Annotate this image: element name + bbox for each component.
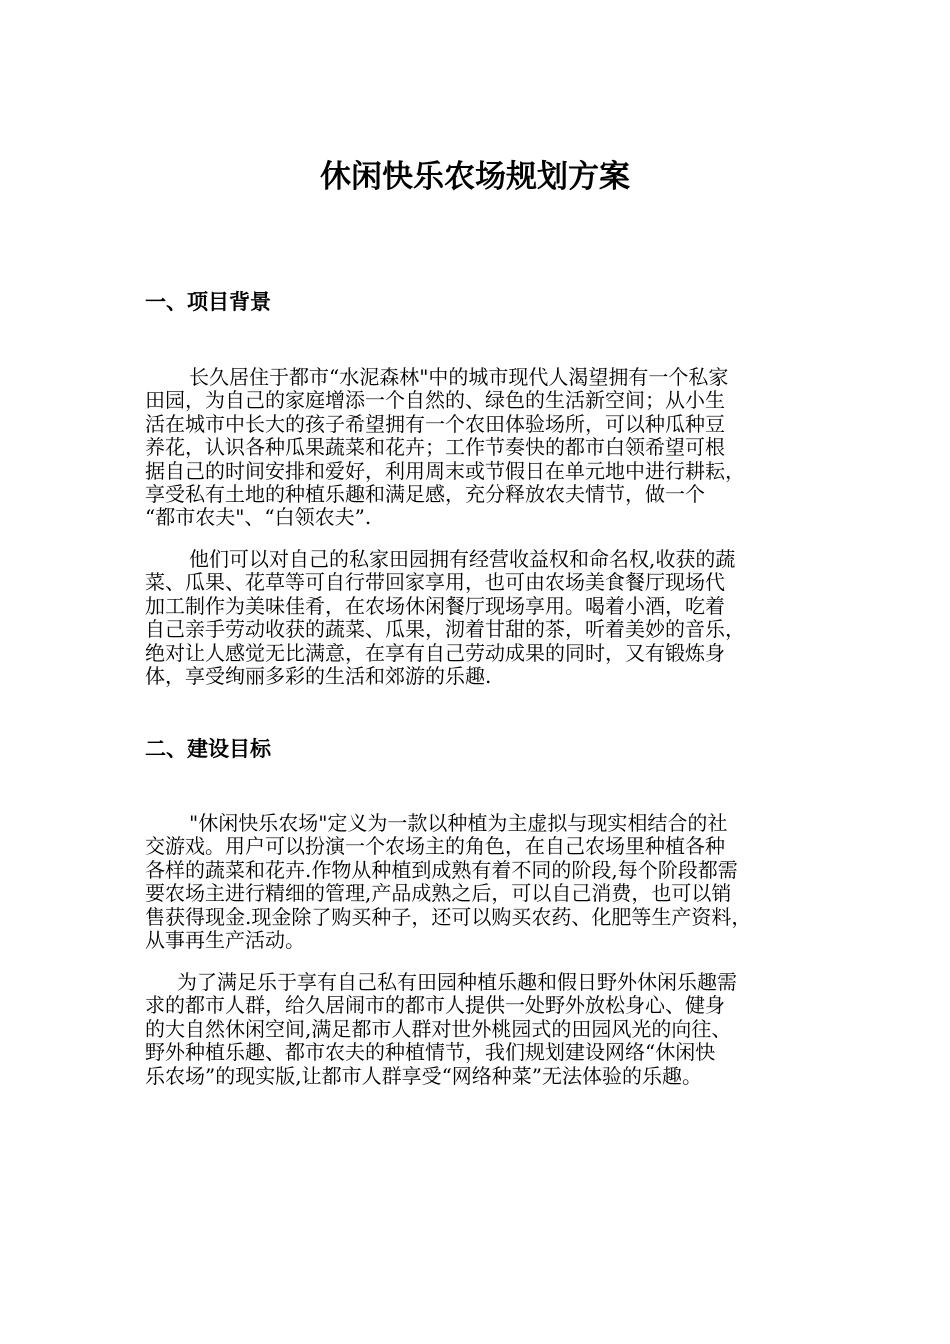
text-line: 售获得现金.现金除了购买种子，还可以购买农药、化肥等生产资料， [145, 905, 752, 929]
text-line: 活在城市中长大的孩子希望拥有一个农田体验场所，可以种瓜种豆 [145, 412, 725, 436]
paragraph-goals-1 [145, 812, 817, 952]
document-title: 休闲快乐农场规划方案 [320, 159, 630, 195]
text-line: 长久居住于都市“水泥森林"中的城市现代人渴望拥有一个私家 [189, 366, 729, 389]
text-line: 求的都市人群，给久居闹市的都市人提供一处野外放松身心、健身 [145, 994, 725, 1018]
paragraph-background-2 [145, 548, 817, 688]
text-line: 的大自然休闲空间,满足都市人群对世外桃园式的田园风光的向往、 [145, 1017, 732, 1041]
section-heading-background: 一、项目背景 [145, 290, 271, 314]
text-line: 体，享受绚丽多彩的生活和郊游的乐趣. [145, 665, 492, 689]
text-line: 菜、瓜果、花草等可自行带回家享用，也可由农场美食餐厅现场代 [145, 571, 725, 595]
text-line: 从事再生产活动。 [145, 929, 305, 953]
text-line: 享受私有土地的种植乐趣和满足感，充分释放农夫情节，做一个 [145, 483, 705, 507]
text-line: 野外种植乐趣、都市农夫的种植情节，我们规划建设网络“休闲快 [145, 1041, 716, 1065]
paragraph-goals-2 [145, 971, 817, 1088]
text-line: 绝对让人感觉无比满意，在享有自己劳动成果的同时，又有锻炼身 [145, 641, 725, 665]
text-line: 加工制作为美味佳肴，在农场休闲餐厅现场享用。喝着小酒，吃着 [145, 594, 725, 618]
text-line: 他们可以对自己的私家田园拥有经营收益权和命名权,收获的蔬 [189, 548, 736, 571]
text-line: 要农场主进行精细的管理,产品成熟之后，可以自己消费，也可以销 [145, 882, 732, 906]
text-line: 为了满足乐于享有自己私有田园种植乐趣和假日野外休闲乐趣需 [177, 971, 737, 994]
text-line: “都市农夫"、“白领农夫”. [145, 506, 372, 530]
text-line: 各样的蔬菜和花卉.作物从种植到成熟有着不同的阶段,每个阶段都需 [145, 858, 738, 882]
text-line: 自己亲手劳动收获的蔬菜、瓜果，沏着甘甜的茶，听着美妙的音乐， [145, 618, 745, 642]
text-line: 交游戏。用户可以扮演一个农场主的角色，在自己农场里种植各种 [145, 835, 725, 859]
text-line: 据自己的时间安排和爱好，利用周末或节假日在单元地中进行耕耘， [145, 459, 745, 483]
text-line: 养花，认识各种瓜果蔬菜和花卉；工作节奏快的都市白领希望可根 [145, 436, 725, 460]
text-line: 田园，为自己的家庭增添一个自然的、绿色的生活新空间；从小生 [145, 389, 725, 413]
paragraph-background-1 [145, 366, 817, 530]
section-heading-goals: 二、建设目标 [145, 737, 271, 761]
text-line: 乐农场”的现实版,让都市人群享受“网络种菜”无法体验的乐趣。 [145, 1064, 703, 1088]
text-line: "休闲快乐农场"定义为一款以种植为主虚拟与现实相结合的社 [189, 812, 728, 835]
